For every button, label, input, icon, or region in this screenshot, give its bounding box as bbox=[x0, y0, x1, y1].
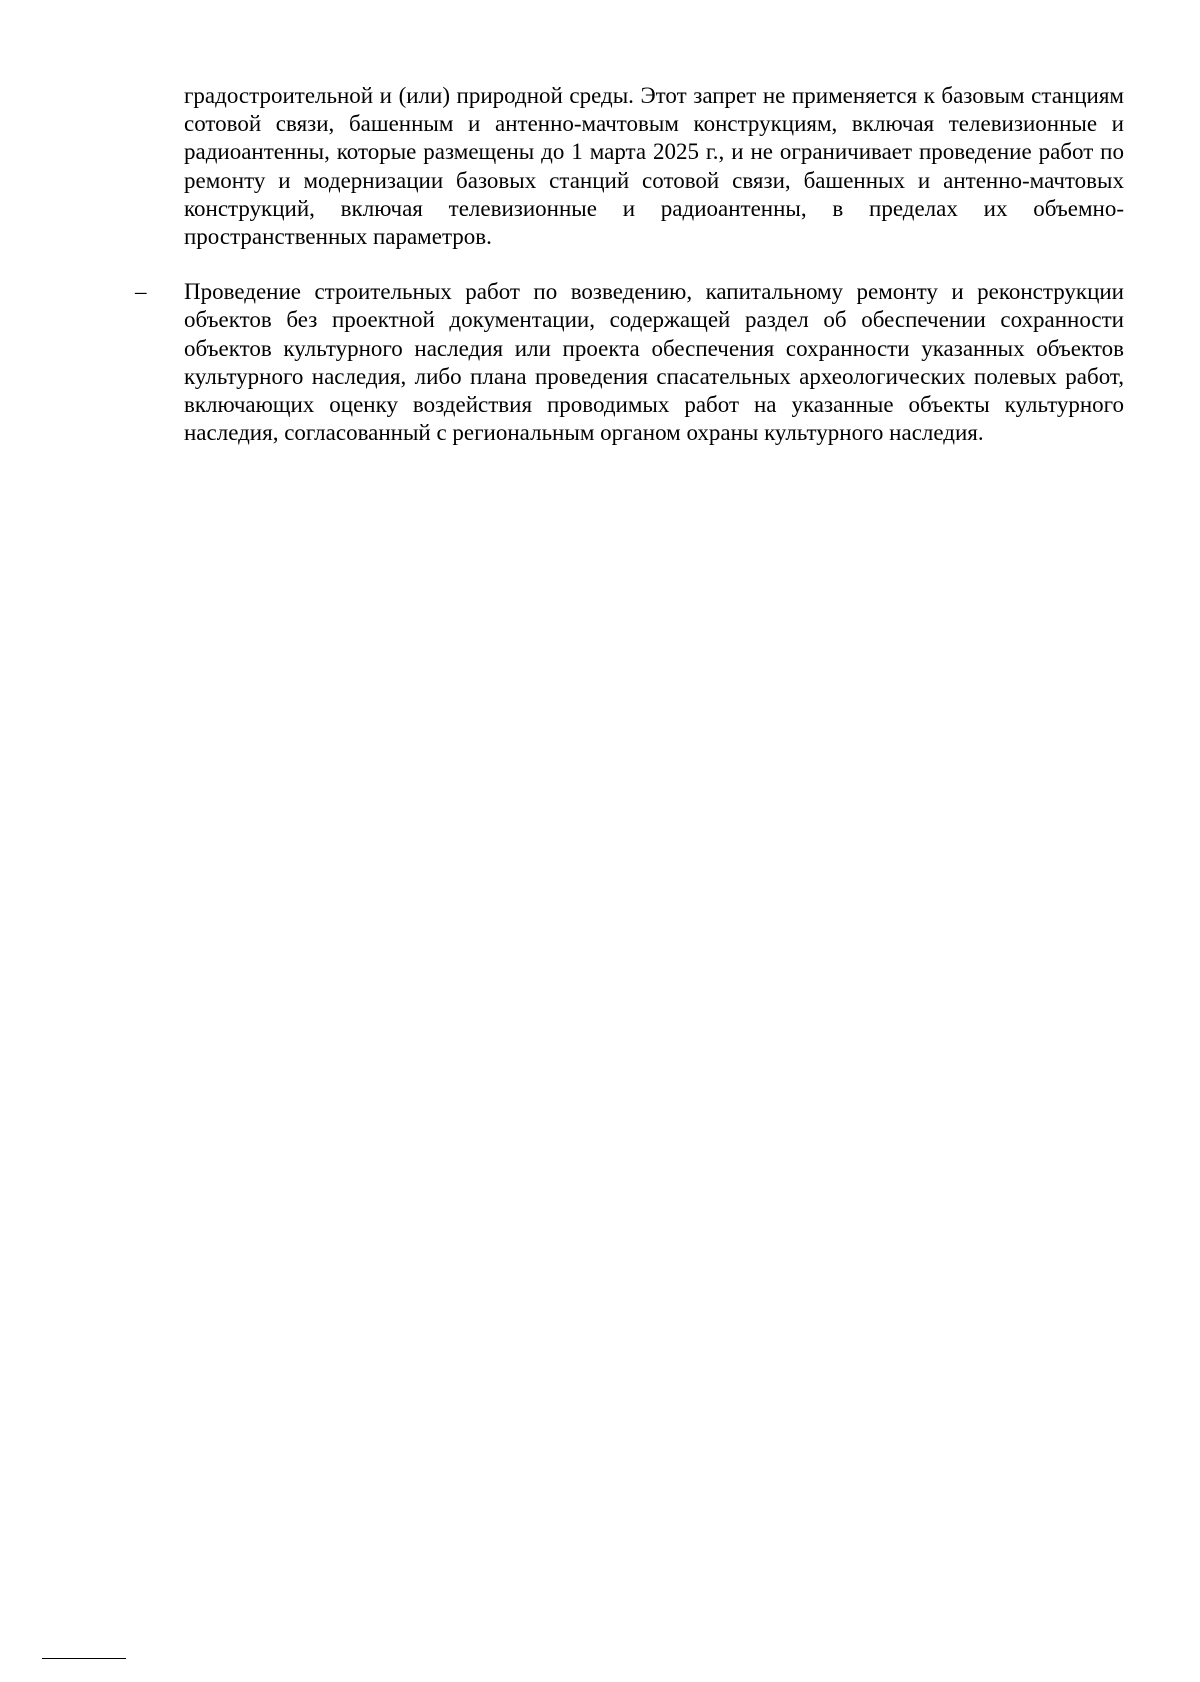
list-item-text: Проведение строительных работ по возведению, капитальному ремонту и реконструкции объектов без проектной документации, содержащей раздел об обеспечении сохранности объектов культурного наследия или проекта обеспечения сохранности указанных объектов культурного наследия, либо плана проведения спасательных археологических полевых работ, включающих оценку воздействия проводимых работ на указанные объекты культурного наследия, согласованный с региональным органом охраны культурного наследия. bbox=[184, 279, 1124, 446]
continuation-paragraph: градостроительной и (или) природной среды. Этот запрет не применяется к базовым станциям сотовой связи, башенным и антенно-мачтовым конструкциям, включая телевизионные и радиоантенны, которые размещены до 1 марта 2025 г., и не ограничивает проведение работ по ремонту и модернизации базовых станций сотовой связи, башенных и антенно-мачтовых конструкций, включая телевизионные и радиоантенны, в пределах их объемно-пространственных параметров. bbox=[184, 83, 1124, 250]
list-item bbox=[135, 278, 1124, 447]
list-dash-marker: – bbox=[135, 279, 147, 305]
footnote-separator-line bbox=[42, 1658, 126, 1659]
document-body bbox=[135, 82, 1124, 447]
